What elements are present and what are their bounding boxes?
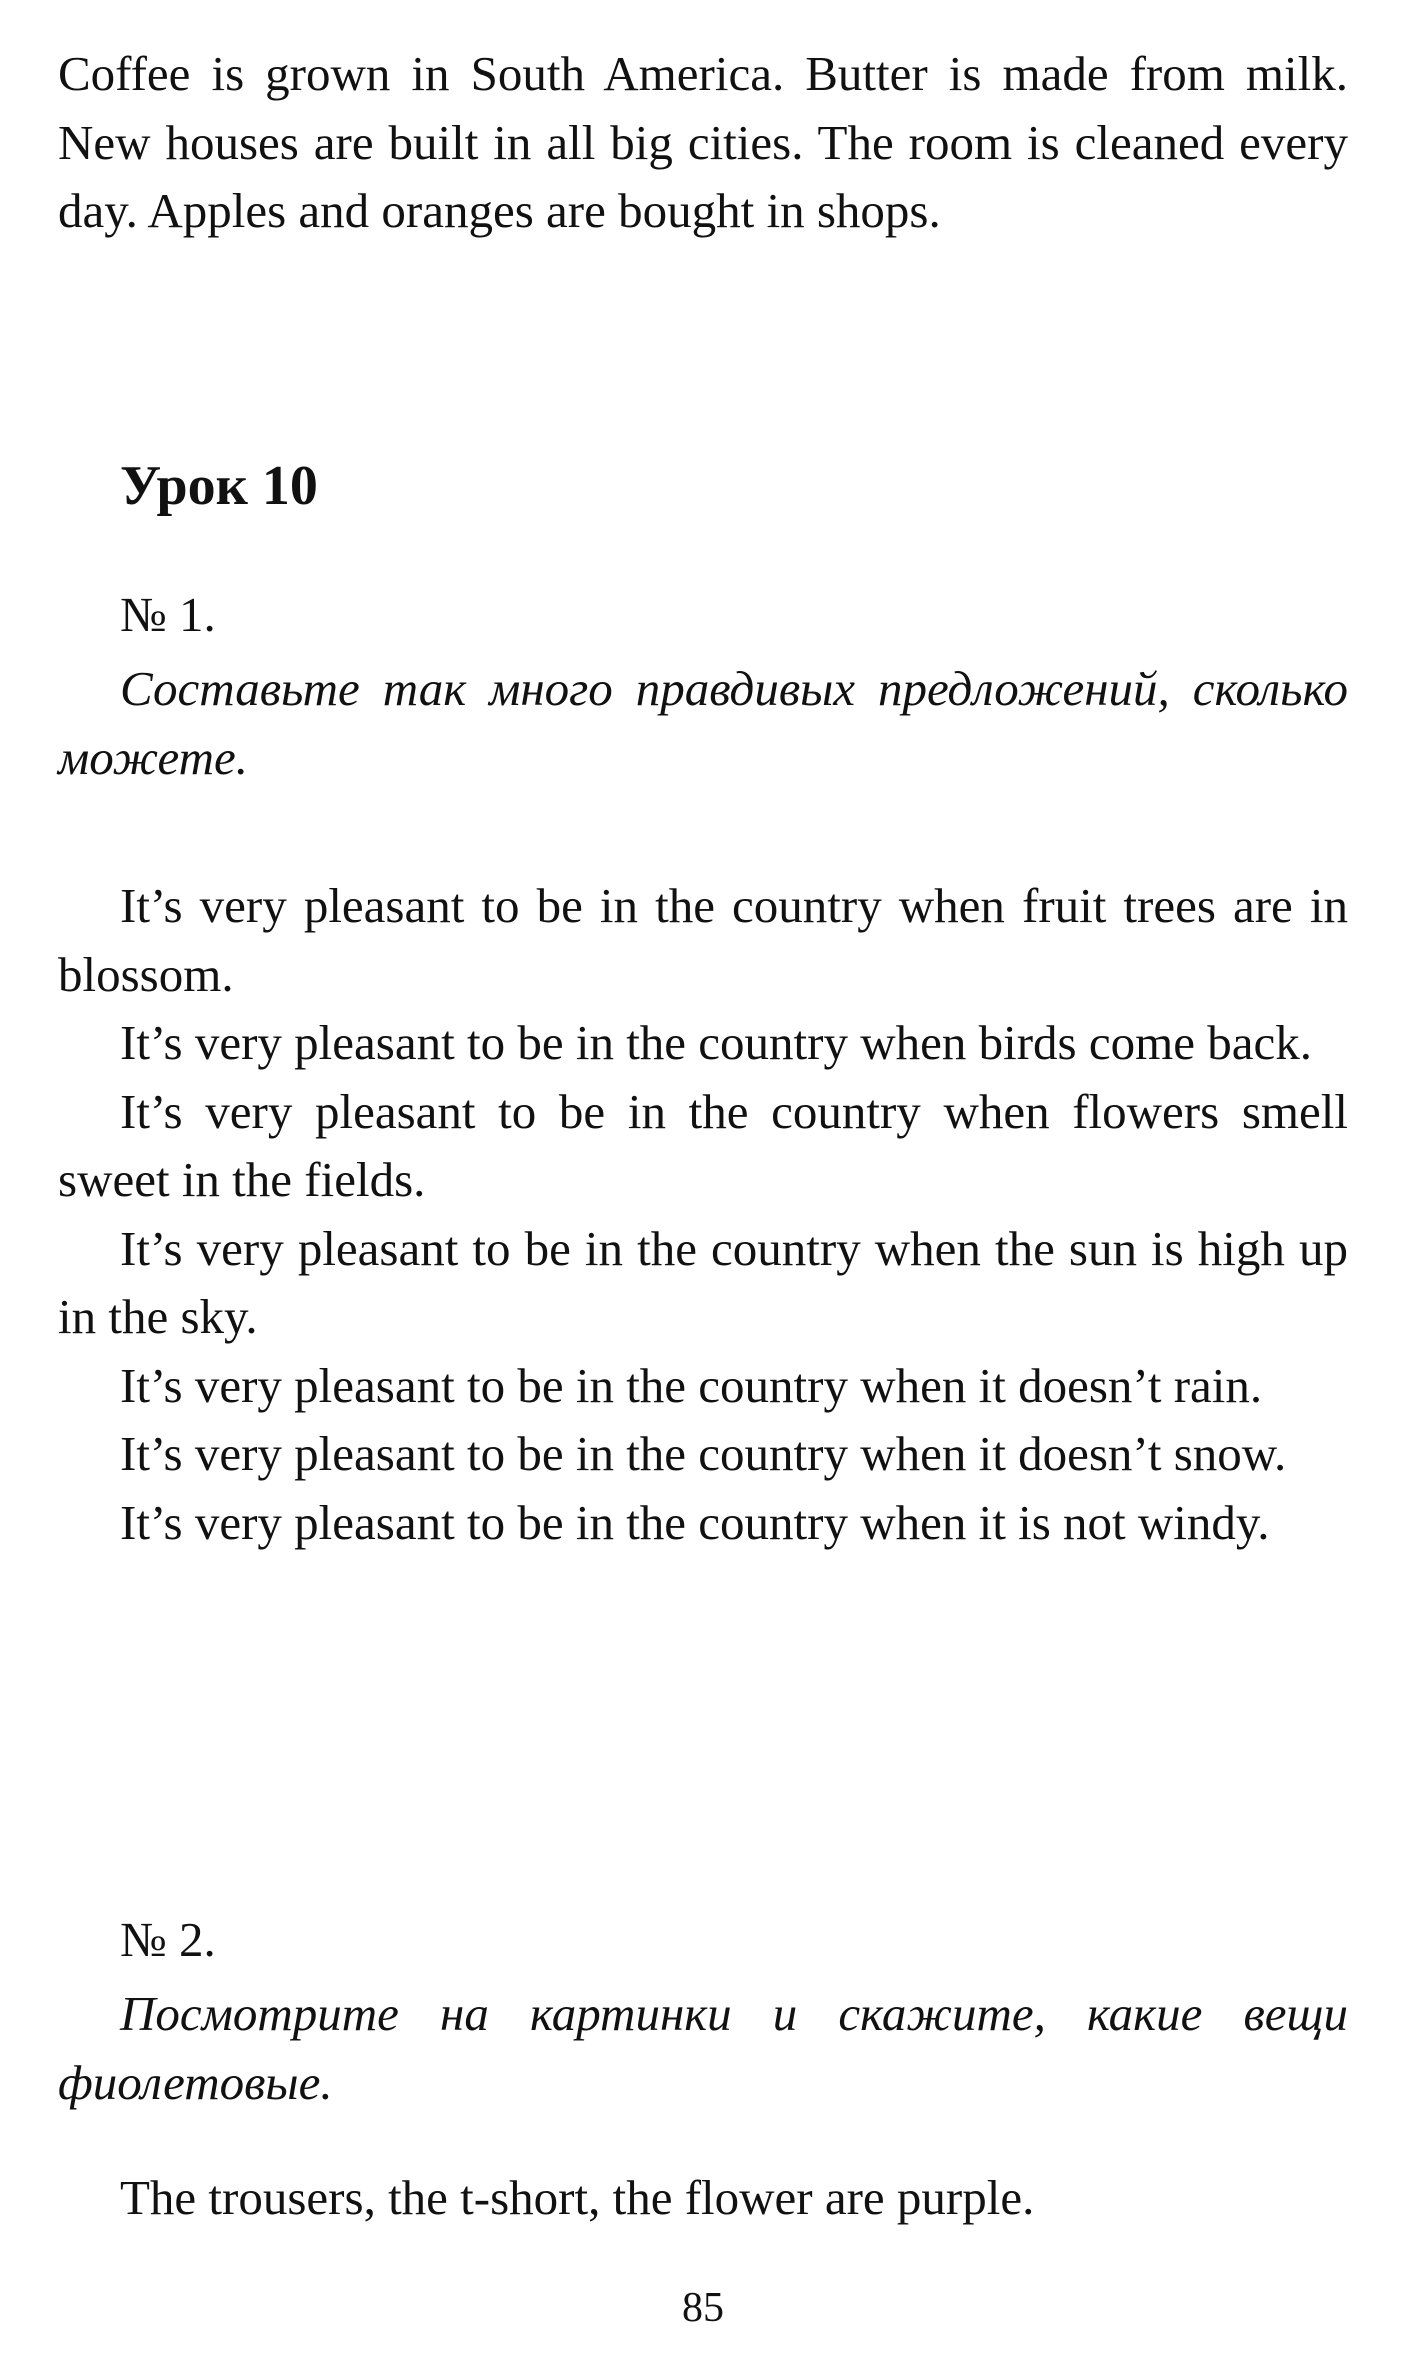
lesson-title: Урок 10	[120, 455, 318, 517]
exercise-1-answer: It’s very pleasant to be in the country when the sun is high up in the sky.	[58, 1220, 1348, 1344]
exercise-1-answer: It’s very pleasant to be in the country when birds come back.	[120, 1015, 1312, 1070]
exercise-2-task-block	[58, 1980, 1348, 2117]
page-number: 85	[682, 2285, 724, 2331]
exercise-2-task: Посмотрите на картинки и скажите, какие вещи фиолетовые.	[58, 1986, 1348, 2110]
intro-section	[58, 40, 1348, 246]
book-page	[58, 40, 1348, 2331]
exercise-1-answer: It’s very pleasant to be in the country when it is not windy.	[120, 1494, 1270, 1550]
exercise-2-answer-block	[58, 2164, 1348, 2233]
exercise-1-answer: It’s very pleasant to be in the country when it doesn’t rain.	[120, 1357, 1263, 1413]
exercise-1-number: № 1.	[120, 587, 216, 642]
exercise-2-number: № 2.	[120, 1912, 216, 1967]
exercise-1-task: Составьте так много правдивых предложений, сколько можете.	[58, 661, 1348, 785]
exercise-2-answer: The trousers, the t-short, the flower are purple.	[120, 2170, 1035, 2225]
exercise-1-answer: It’s very pleasant to be in the country when flowers smell sweet in the fields.	[58, 1083, 1348, 1207]
exercise-1-answers	[58, 872, 1348, 1557]
exercise-1-answer: It’s very pleasant to be in the country when it doesn’t snow.	[120, 1426, 1287, 1481]
exercise-1-answer: It’s very pleasant to be in the country when fruit trees are in blossom.	[58, 878, 1348, 1002]
exercise-1-task-block	[58, 655, 1348, 792]
intro-paragraph: Coffee is grown in South America. Butter is made from milk. New houses are built in all big cities. The room is cleaned every day. Apples and oranges are bought in shops.	[58, 46, 1348, 238]
